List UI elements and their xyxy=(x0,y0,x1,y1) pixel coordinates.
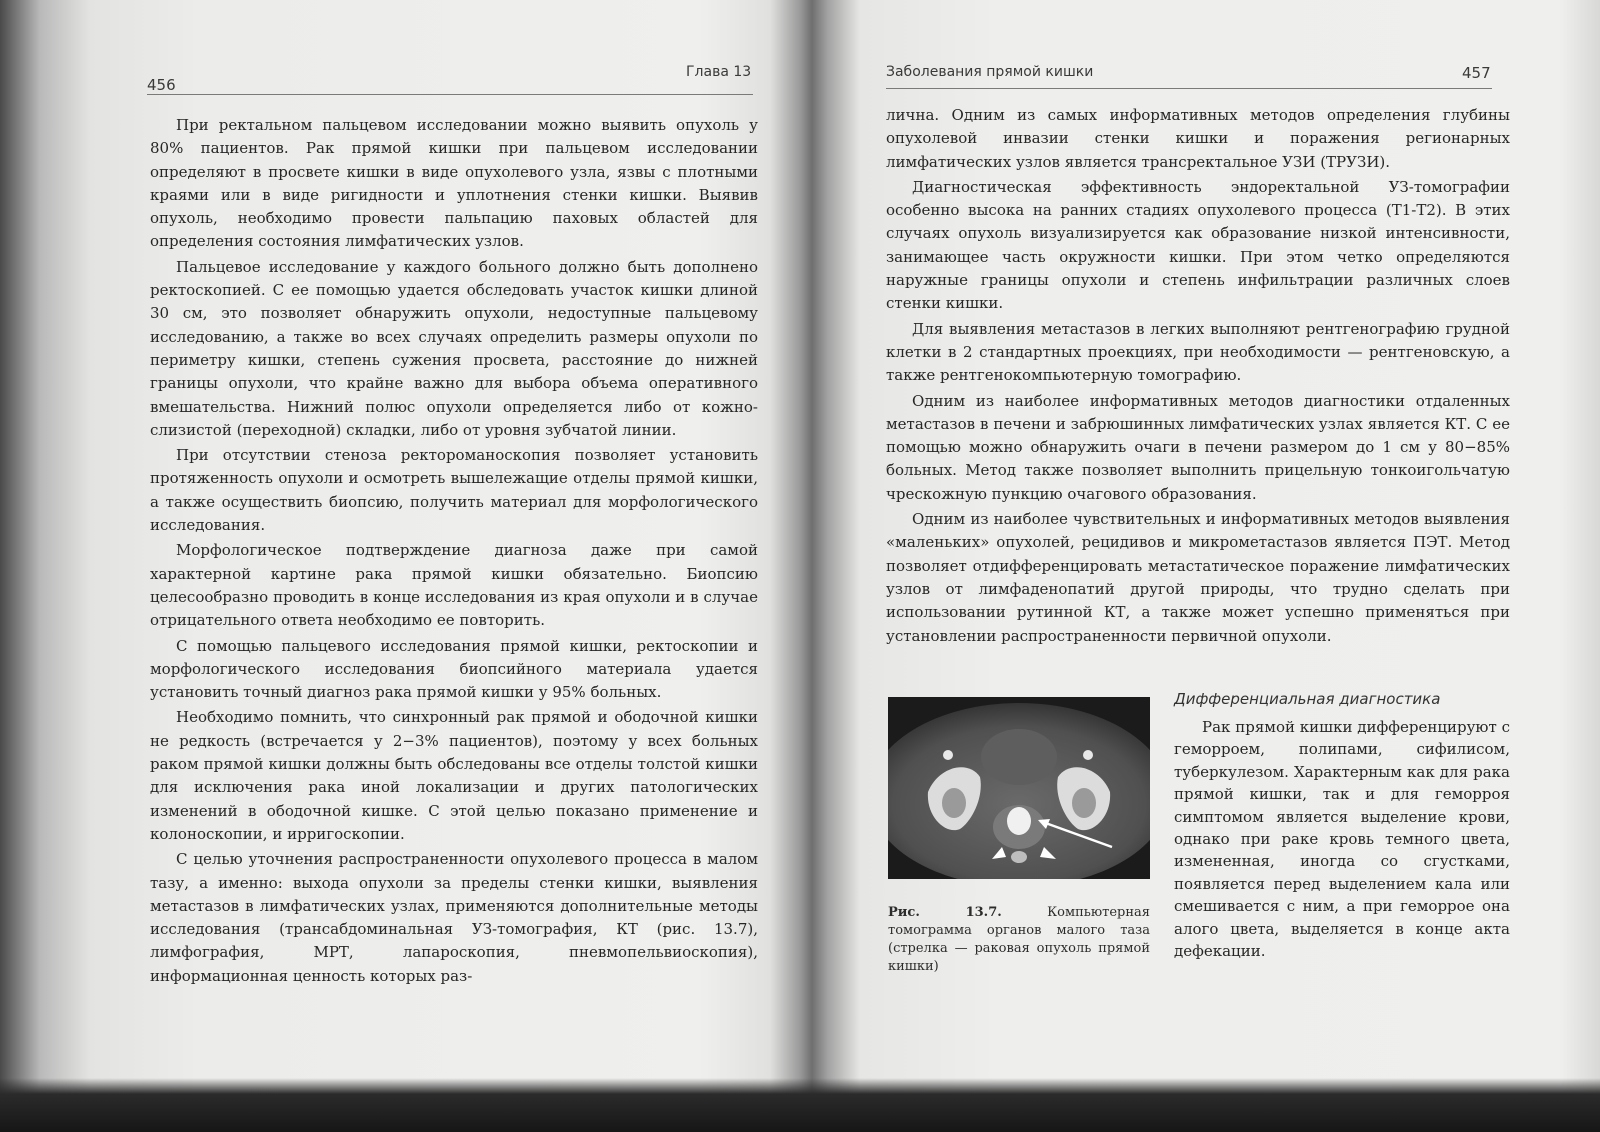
paragraph: При отсутствии стеноза ректороманоскопия позволяет установить протяженность опухоли и осмотреть вышележащие отделы прямой кишки, а также осуществить биопсию, получить материал для морфологического исследования. xyxy=(150,446,758,535)
running-head-right: Заболевания прямой кишки xyxy=(886,64,1094,80)
paragraph: Пальцевое исследование у каждого больного должно быть дополнено ректоскопией. С ее помощью удается обследовать участок кишки длиной 30 см, это позволяет обнаружить опухоли, недоступные пальцевому исследованию, а также во всех случаях определить размеры опухоли по периметру кишки, степень сужения просвета, расстояние до нижней границы опухоли, что крайне важно для выбора объема оперативного вмешательства. Нижний полюс опухоли определяется либо от кожно-слизистой (переходной) складки, либо от уровня зубчатой линии. xyxy=(150,257,758,439)
page-number-left: 456 xyxy=(147,76,176,94)
paragraph: Для выявления метастазов в легких выполняют рентгенографию грудной клетки в 2 стандартных проекциях, при необходимости — рентгеновскую, а также рентгенокомпьютерную томографию. xyxy=(886,319,1510,385)
paragraph: С помощью пальцевого исследования прямой кишки, ректоскопии и морфологического исследования биопсийного материала удается установить точный диагноз рака прямой кишки у 95% больных. xyxy=(150,636,758,702)
header-rule-right xyxy=(886,88,1492,89)
paragraph: Рак прямой кишки дифференцируют с геморроем, полипами, сифилисом, туберкулезом. Характерным как для рака прямой кишки, так и для геморроя симптомом является выделение крови, однако при раке кровь темного цвета, измененная, иногда со сгустками, появляется перед выделением кала или смешивается с ним, а при геморрое она алого цвета, выделяется в конце акта дефекации. xyxy=(1174,718,1510,961)
continuation-paragraph: лична. Одним из самых информативных методов определения глубины опухолевой инвазии стенки кишки и поражения регионарных лимфатических узлов является трансректальное УЗИ (ТРУЗИ). xyxy=(886,106,1510,171)
figure-caption-text: Компьютерная томограмма органов малого таза (стрелка — раковая опухоль прямой кишки) xyxy=(888,905,1150,974)
left-page xyxy=(0,0,805,1080)
scanner-bottom-shadow xyxy=(0,1078,1600,1132)
paragraph: При ректальном пальцевом исследовании можно выявить опухоль у 80% пациентов. Рак прямой кишки при пальцевом исследовании определяют в просвете кишки в виде опухолевого узла, язвы с плотными краями или в виде ригидности и уплотнения стенки кишки. Выявив опухоль, необходимо провести пальпацию паховых областей для определения состояния лимфатических узлов. xyxy=(150,116,758,251)
paragraph: Диагностическая эффективность эндоректальной УЗ-томографии особенно высока на ранних стадиях опухолевого процесса (Т1-Т2). В этих случаях опухоль визуализируется как образование низкой интенсивности, занимающее часть окружности кишки. При этом четко определяются наружные границы опухоли и степень инфильтрации различных слоев стенки кишки. xyxy=(886,177,1510,313)
header-rule-left xyxy=(147,94,753,95)
section-text-block xyxy=(1174,716,1510,962)
paragraph: Морфологическое подтверждение диагноза даже при самой характерной картине рака прямой кишки обязательно. Биопсию целесообразно проводить в конце исследования из края опухоли и в случае отрицательного ответа необходимо ее повторить. xyxy=(150,541,758,630)
paragraph: Одним из наиболее информативных методов диагностики отдаленных метастазов в печени и забрюшинных лимфатических узлах является КТ. С ее помощью можно обнаружить очаги в печени размером до 1 см у 80−85% больных. Метод также позволяет выполнить прицельную тонкоигольчатую чрескожную пункцию очагового образования. xyxy=(886,391,1510,503)
ct-scan-drawing xyxy=(888,697,1150,879)
paragraph: Необходимо помнить, что синхронный рак прямой и ободочной кишки не редкость (встречается у 2−3% пациентов), поэтому у всех больных раком прямой кишки должны быть обследованы все отделы толстой кишки для исключения рака иной локализации и других патологических изменений в ободочной кишке. С этой целью показано применение и колоноскопии, и ирригоскопии. xyxy=(150,708,758,843)
figure-caption xyxy=(888,904,1150,976)
running-head-left: Глава 13 xyxy=(686,64,752,80)
ct-scan-image xyxy=(888,697,1150,879)
figure-caption-label: Рис. 13.7. xyxy=(888,905,1002,920)
right-page xyxy=(812,0,1600,1080)
right-page-body xyxy=(886,104,1510,650)
paragraph: С целью уточнения распространенности опухолевого процесса в малом тазу, а именно: выхода опухоли за пределы стенки кишки, выявления метастазов в лимфатических узлах, применяются дополнительные методы исследования (трансабдоминальная УЗ-томография, КТ (рис. 13.7), лимфография, МРТ, лапароскопия, пневмопельвиоскопия), информационная ценность которых раз- xyxy=(150,850,758,985)
paragraph: Одним из наиболее чувствительных и информативных методов выявления «маленьких» опухолей, рецидивов и микрометастазов является ПЭТ. Метод позволяет отдифференцировать метастатическое поражение лимфатических узлов от лимфаденопатий другой природы, что трудно сделать при использовании рутинной КТ, а также может успешно применяться при установлении распространенности первичной опухоли. xyxy=(886,510,1510,645)
section-heading: Дифференциальная диагностика xyxy=(1174,690,1441,708)
left-page-body xyxy=(150,114,758,990)
page-number-right: 457 xyxy=(1462,64,1491,82)
